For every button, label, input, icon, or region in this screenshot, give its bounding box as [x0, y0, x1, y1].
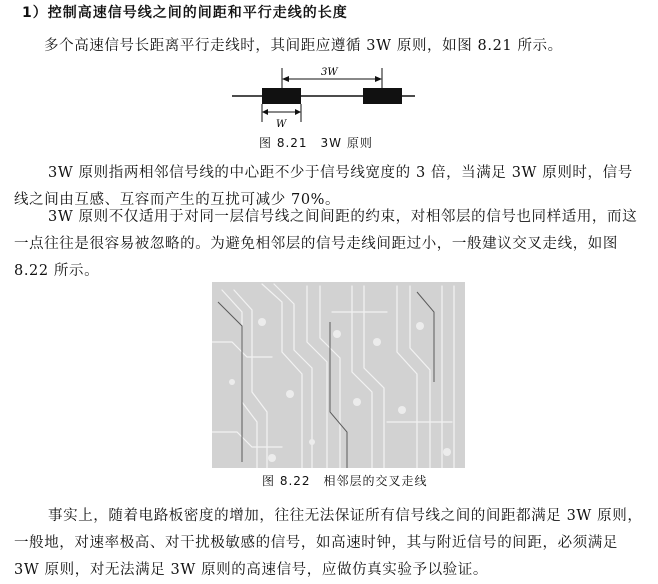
- paragraph-intro: 多个高速信号长距离平行走线时，其间距应遵循 3W 原则，如图 8.21 所示。: [44, 38, 563, 54]
- label-3w: 3W: [321, 67, 338, 78]
- figure-822-caption: 图 8.22 相邻层的交叉走线: [262, 474, 428, 488]
- label-w: W: [276, 119, 287, 130]
- paragraph-conclusion: 事实上，随着电路板密度的增加，往往无法保证所有信号线之间的间距都满足 3W 原则，一般地，对速率极高、对干扰极敏感的信号，如高速时钟，其与附近信号的间距，必须满足 3W 原则，对无法满足 3W 原则的高速信号，应做仿真实验予以验证。: [14, 508, 643, 578]
- trace-right: [363, 88, 402, 104]
- section-heading: 1）控制高速信号线之间的间距和平行走线的长度: [22, 5, 348, 21]
- paragraph-3w-definition: 3W 原则指两相邻信号线的中心距不少于信号线宽度的 3 倍，当满足 3W 原则时，信号线之间由互感、互容而产生的互扰可减少 70%。: [14, 165, 633, 208]
- figure-821-caption: 图 8.21 3W 原则: [259, 136, 373, 150]
- paragraph-adjacent-layers: 3W 原则不仅适用于对同一层信号线之间间距的约束，对相邻层的信号也同样适用，而这一点往往是很容易被忽略的。为避免相邻层的信号走线间距过小，一般建议交叉走线，如图 8.22 所示。: [14, 209, 638, 279]
- trace-left: [262, 88, 301, 104]
- figure-crossing-traces-photo: [212, 282, 465, 468]
